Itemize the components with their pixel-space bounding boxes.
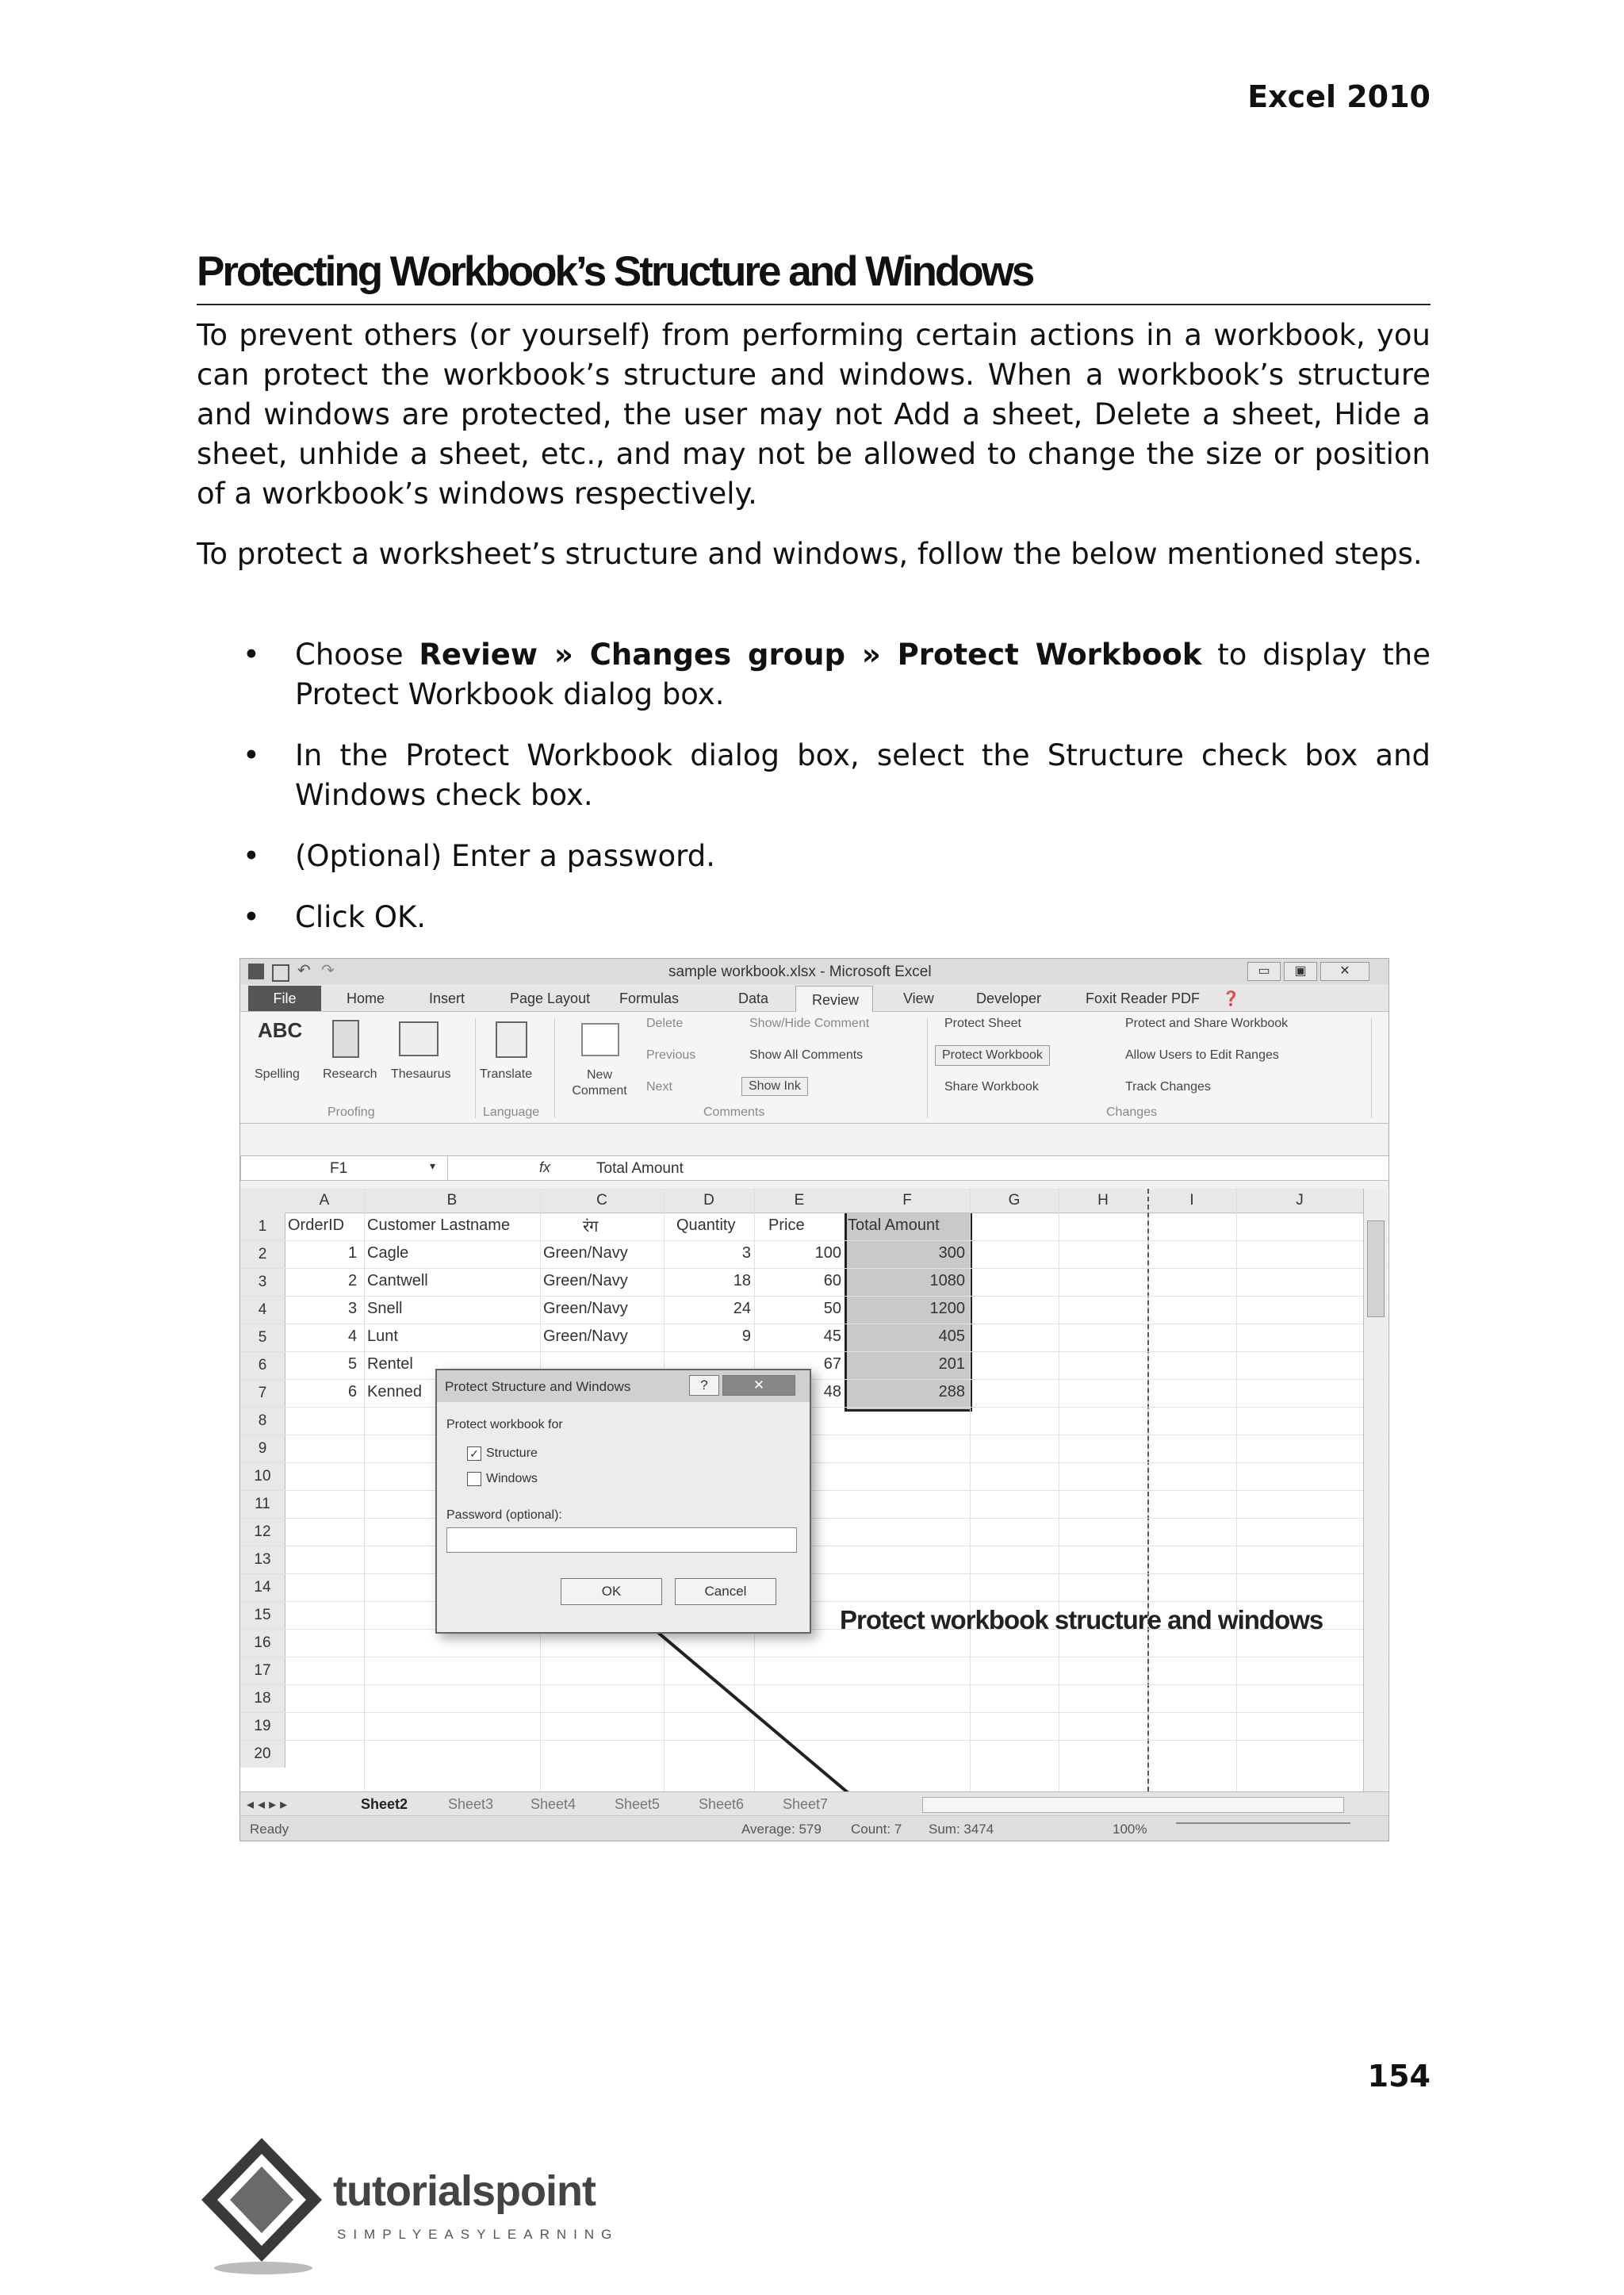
sheet-tabs-bar xyxy=(240,1791,1388,1816)
tutorialspoint-logo xyxy=(198,2133,674,2276)
new-comment-icon xyxy=(581,1023,619,1056)
ribbon-separator xyxy=(927,1018,928,1118)
step-4-text: Click OK. xyxy=(295,900,427,934)
status-bar xyxy=(240,1815,1388,1841)
tab-developer[interactable]: Developer xyxy=(976,990,1042,1006)
cell-quantity[interactable]: 18 xyxy=(733,1272,751,1289)
track-changes-button[interactable]: Track Changes xyxy=(1125,1080,1211,1094)
status-count: Count: 7 xyxy=(851,1822,902,1837)
cell-total[interactable]: 1080 xyxy=(929,1272,965,1289)
research-icon xyxy=(332,1020,359,1058)
row-header[interactable]: 11 xyxy=(240,1490,285,1518)
row-header[interactable]: 3 xyxy=(240,1268,285,1296)
delete-comment-button[interactable]: Delete xyxy=(646,1017,684,1030)
column-header-c[interactable]: C xyxy=(540,1189,664,1213)
windows-checkbox[interactable] xyxy=(467,1472,481,1486)
protect-share-button[interactable]: Protect and Share Workbook xyxy=(1125,1017,1289,1030)
row-header[interactable]: 13 xyxy=(240,1546,285,1573)
cell-order-id[interactable]: 2 xyxy=(348,1272,358,1289)
step-1-end: to display the Protect Workbook dialog box. xyxy=(295,638,1431,711)
spelling-icon: ABC xyxy=(258,1018,303,1042)
status-average: Average: 579 xyxy=(741,1822,822,1837)
windows-label: Windows xyxy=(486,1472,538,1485)
cell-lastname[interactable]: Kenned xyxy=(367,1383,422,1400)
row-header[interactable]: 15 xyxy=(240,1601,285,1629)
row-header[interactable]: 5 xyxy=(240,1324,285,1351)
tab-page-layout[interactable]: Page Layout xyxy=(510,990,591,1006)
sheet-tab-active[interactable]: Sheet2 xyxy=(361,1796,408,1812)
protect-for-label: Protect workbook for xyxy=(446,1418,563,1431)
tab-file[interactable]: File xyxy=(248,986,321,1011)
name-box-dropdown-icon[interactable]: ▾ xyxy=(430,1159,436,1172)
research-button[interactable]: Research xyxy=(323,1067,377,1081)
cell-color[interactable]: Green/Navy xyxy=(543,1272,628,1289)
bullet: • xyxy=(243,638,260,672)
excel-app-icon xyxy=(248,964,264,979)
callout-arrow-line xyxy=(637,1615,879,1791)
status-ready: Ready xyxy=(250,1822,289,1837)
step-1-path: Review » Changes group » Protect Workbook xyxy=(419,638,1202,672)
cell-total[interactable]: 405 xyxy=(938,1328,965,1345)
name-box[interactable] xyxy=(241,1156,448,1180)
tab-foxit[interactable]: Foxit Reader PDF xyxy=(1086,990,1201,1006)
name-box-value: F1 xyxy=(330,1160,348,1177)
minimize-button[interactable]: ▭ xyxy=(1247,962,1281,981)
step-3-text: (Optional) Enter a password. xyxy=(295,839,715,873)
sheet-tab[interactable]: Sheet5 xyxy=(615,1796,661,1812)
logo-wordmark: tutorialspoint xyxy=(333,2167,596,2215)
book-header: Excel 2010 xyxy=(1247,79,1431,114)
dialog-title-bar xyxy=(437,1370,810,1402)
cell-order-id[interactable]: 6 xyxy=(348,1383,358,1400)
cell-price[interactable]: 45 xyxy=(823,1328,841,1345)
thesaurus-button[interactable]: Thesaurus xyxy=(391,1067,451,1081)
column-header-h[interactable]: H xyxy=(1059,1189,1147,1213)
step-1 xyxy=(243,635,1431,715)
zoom-level: 100% xyxy=(1113,1822,1147,1837)
dialog-help-button[interactable]: ? xyxy=(689,1375,719,1396)
column-header-f[interactable]: F xyxy=(845,1189,970,1213)
sheet-tab[interactable]: Sheet3 xyxy=(448,1796,494,1812)
structure-checkbox[interactable]: ✓ xyxy=(467,1446,481,1461)
row-header[interactable]: 4 xyxy=(240,1296,285,1324)
structure-label: Structure xyxy=(486,1446,538,1460)
column-header-g[interactable]: G xyxy=(970,1189,1059,1213)
column-header-b[interactable]: B xyxy=(364,1189,540,1213)
row-header[interactable]: 18 xyxy=(240,1684,285,1712)
protect-sheet-button[interactable]: Protect Sheet xyxy=(944,1017,1021,1030)
spelling-button[interactable]: Spelling xyxy=(255,1067,300,1081)
bullet: • xyxy=(243,900,260,934)
cell-order-id[interactable]: 5 xyxy=(348,1355,358,1373)
row-header[interactable]: 9 xyxy=(240,1435,285,1462)
show-hide-comment-button[interactable]: Show/Hide Comment xyxy=(749,1017,870,1030)
column-header-e[interactable]: E xyxy=(754,1189,845,1213)
row-header[interactable]: 2 xyxy=(240,1240,285,1268)
group-proofing: Proofing xyxy=(327,1105,375,1119)
undo-icon[interactable]: ↶ xyxy=(297,962,311,979)
cell-lastname[interactable]: Snell xyxy=(367,1300,403,1317)
dialog-close-button[interactable]: ✕ xyxy=(722,1375,795,1396)
cell-d1[interactable]: Quantity xyxy=(676,1216,736,1234)
row-header[interactable]: 6 xyxy=(240,1351,285,1379)
row-header[interactable]: 10 xyxy=(240,1462,285,1490)
cell-order-id[interactable]: 4 xyxy=(348,1328,358,1345)
bullet: • xyxy=(243,839,260,873)
row-header[interactable]: 16 xyxy=(240,1629,285,1657)
cell-color[interactable]: Green/Navy xyxy=(543,1244,628,1262)
cell-price[interactable]: 48 xyxy=(823,1383,841,1400)
protect-workbook-button[interactable]: Protect Workbook xyxy=(935,1045,1050,1066)
row-header[interactable]: 7 xyxy=(240,1379,285,1407)
tab-review-label: Review xyxy=(812,992,860,1008)
cell-lastname[interactable]: Rentel xyxy=(367,1355,413,1373)
cell-order-id[interactable]: 3 xyxy=(348,1300,358,1317)
cell-price[interactable]: 50 xyxy=(823,1300,841,1317)
help-icon[interactable]: ❓ xyxy=(1222,990,1240,1006)
cell-total[interactable]: 201 xyxy=(938,1355,965,1373)
review-ribbon xyxy=(240,1012,1388,1124)
row-header[interactable]: 12 xyxy=(240,1518,285,1546)
previous-comment-button[interactable]: Previous xyxy=(646,1048,696,1062)
sheet-tab[interactable]: Sheet6 xyxy=(699,1796,745,1812)
section-title: Protecting Workbook’s Structure and Windows xyxy=(197,247,1431,305)
ribbon-separator xyxy=(1371,1018,1372,1118)
tab-home[interactable]: Home xyxy=(347,990,385,1006)
row-header[interactable]: 14 xyxy=(240,1573,285,1601)
ok-button[interactable]: OK xyxy=(561,1578,662,1605)
row-header[interactable]: 1 xyxy=(240,1213,285,1240)
tab-insert[interactable]: Insert xyxy=(429,990,465,1006)
cell-total[interactable]: 1200 xyxy=(929,1300,965,1317)
horizontal-scrollbar[interactable] xyxy=(922,1797,1344,1813)
excel-title-bar xyxy=(240,959,1388,985)
cell-quantity[interactable]: 9 xyxy=(741,1328,751,1345)
redo-icon[interactable]: ↷ xyxy=(321,962,335,979)
group-comments: Comments xyxy=(703,1105,765,1119)
formula-input[interactable]: Total Amount xyxy=(596,1160,684,1177)
cell-price[interactable]: 100 xyxy=(814,1244,841,1262)
column-header-j[interactable]: J xyxy=(1236,1189,1363,1213)
cell-price[interactable]: 67 xyxy=(823,1355,841,1373)
tab-view[interactable]: View xyxy=(903,990,934,1006)
step-4 xyxy=(243,898,1431,937)
logo-tagline: SIMPLYEASYLEARNING xyxy=(337,2227,619,2242)
share-workbook-button[interactable]: Share Workbook xyxy=(944,1080,1039,1094)
sheet-tab[interactable]: Sheet7 xyxy=(783,1796,829,1812)
cell-order-id[interactable]: 1 xyxy=(348,1244,358,1262)
cell-quantity[interactable]: 3 xyxy=(741,1244,751,1262)
cell-lastname[interactable]: Cagle xyxy=(367,1244,409,1262)
worksheet-grid[interactable] xyxy=(240,1189,1388,1791)
cell-color[interactable]: Green/Navy xyxy=(543,1328,628,1345)
window-title: sample workbook.xlsx - Microsoft Excel xyxy=(668,964,932,980)
formula-bar xyxy=(240,1155,1389,1181)
cell-lastname[interactable]: Lunt xyxy=(367,1328,398,1345)
step-2-text: In the Protect Workbook dialog box, select the Structure check box and Windows check box. xyxy=(295,738,1431,812)
group-changes: Changes xyxy=(1106,1105,1158,1119)
intro-paragraph: To prevent others (or yourself) from performing certain actions in a workbook, you can protect the workbook’s structure and windows. When a workbook’s structure and windows are protected, the user may not Add a sheet, Delete a sheet, Hide a sheet, unhide a sheet, etc., and may not be allowed to change the size or position of a workbook’s windows respectively. xyxy=(197,318,1431,511)
password-label: Password (optional): xyxy=(446,1508,562,1522)
tab-review[interactable] xyxy=(795,986,873,1012)
step-2 xyxy=(243,736,1431,815)
zoom-slider[interactable] xyxy=(1176,1822,1350,1837)
translate-button[interactable]: Translate xyxy=(480,1067,533,1081)
cancel-button[interactable]: Cancel xyxy=(675,1578,776,1605)
column-header-i[interactable]: I xyxy=(1147,1189,1236,1213)
protect-structure-dialog xyxy=(435,1369,811,1634)
cell-lastname[interactable]: Cantwell xyxy=(367,1272,428,1289)
cell-quantity[interactable]: 24 xyxy=(733,1300,751,1317)
column-header-a[interactable]: A xyxy=(285,1189,364,1213)
callout-arrow xyxy=(240,1189,1388,1791)
dialog-title: Protect Structure and Windows xyxy=(445,1379,631,1394)
cell-b1[interactable]: Customer Lastname xyxy=(367,1216,511,1234)
column-header-d[interactable]: D xyxy=(664,1189,754,1213)
row-header[interactable]: 8 xyxy=(240,1407,285,1435)
cell-price[interactable]: 60 xyxy=(823,1272,841,1289)
cell-total[interactable]: 288 xyxy=(938,1383,965,1400)
ribbon-separator xyxy=(475,1018,476,1118)
step-3 xyxy=(243,837,1431,876)
allow-users-button[interactable]: Allow Users to Edit Ranges xyxy=(1125,1048,1279,1062)
cell-c1[interactable]: रंग xyxy=(583,1218,599,1236)
bullet: • xyxy=(243,738,260,772)
tab-data[interactable]: Data xyxy=(738,990,769,1006)
cell-e1[interactable]: Price xyxy=(768,1216,805,1234)
fx-icon[interactable]: fx xyxy=(539,1159,551,1175)
row-header[interactable]: 20 xyxy=(240,1740,285,1768)
show-ink-button[interactable]: Show Ink xyxy=(741,1077,808,1096)
maximize-button[interactable]: ▣ xyxy=(1284,962,1317,981)
thesaurus-icon xyxy=(399,1021,439,1056)
excel-screenshot xyxy=(239,958,1389,1841)
cell-a1[interactable]: OrderID xyxy=(288,1216,345,1234)
tab-formulas[interactable]: Formulas xyxy=(619,990,680,1006)
row-header[interactable]: 17 xyxy=(240,1657,285,1684)
sheet-tab[interactable]: Sheet4 xyxy=(530,1796,576,1812)
show-all-comments-button[interactable]: Show All Comments xyxy=(749,1048,864,1062)
new-comment-button[interactable]: New Comment xyxy=(572,1068,627,1098)
ribbon-separator xyxy=(554,1018,555,1118)
cell-f1[interactable]: Total Amount xyxy=(848,1216,940,1234)
next-comment-button[interactable]: Next xyxy=(646,1080,672,1094)
password-input[interactable] xyxy=(446,1527,797,1553)
save-icon[interactable] xyxy=(272,964,289,982)
row-header[interactable]: 19 xyxy=(240,1712,285,1740)
page-number: 154 xyxy=(1367,2059,1431,2094)
steps-intro-paragraph: To protect a worksheet’s structure and windows, follow the below mentioned steps. xyxy=(197,537,1423,571)
logo-diamond-icon xyxy=(198,2133,333,2276)
sheet-nav-arrows[interactable]: ◂ ◂ ▸ ▸ xyxy=(247,1796,288,1812)
translate-icon xyxy=(496,1021,527,1058)
step-1-choose: Choose xyxy=(295,638,404,672)
cell-color[interactable]: Green/Navy xyxy=(543,1300,628,1317)
close-window-button[interactable]: ✕ xyxy=(1320,962,1369,981)
group-language: Language xyxy=(483,1105,540,1119)
callout-text: Protect workbook structure and windows xyxy=(840,1605,1323,1634)
cell-total[interactable]: 300 xyxy=(938,1244,965,1262)
status-sum: Sum: 3474 xyxy=(929,1822,994,1837)
